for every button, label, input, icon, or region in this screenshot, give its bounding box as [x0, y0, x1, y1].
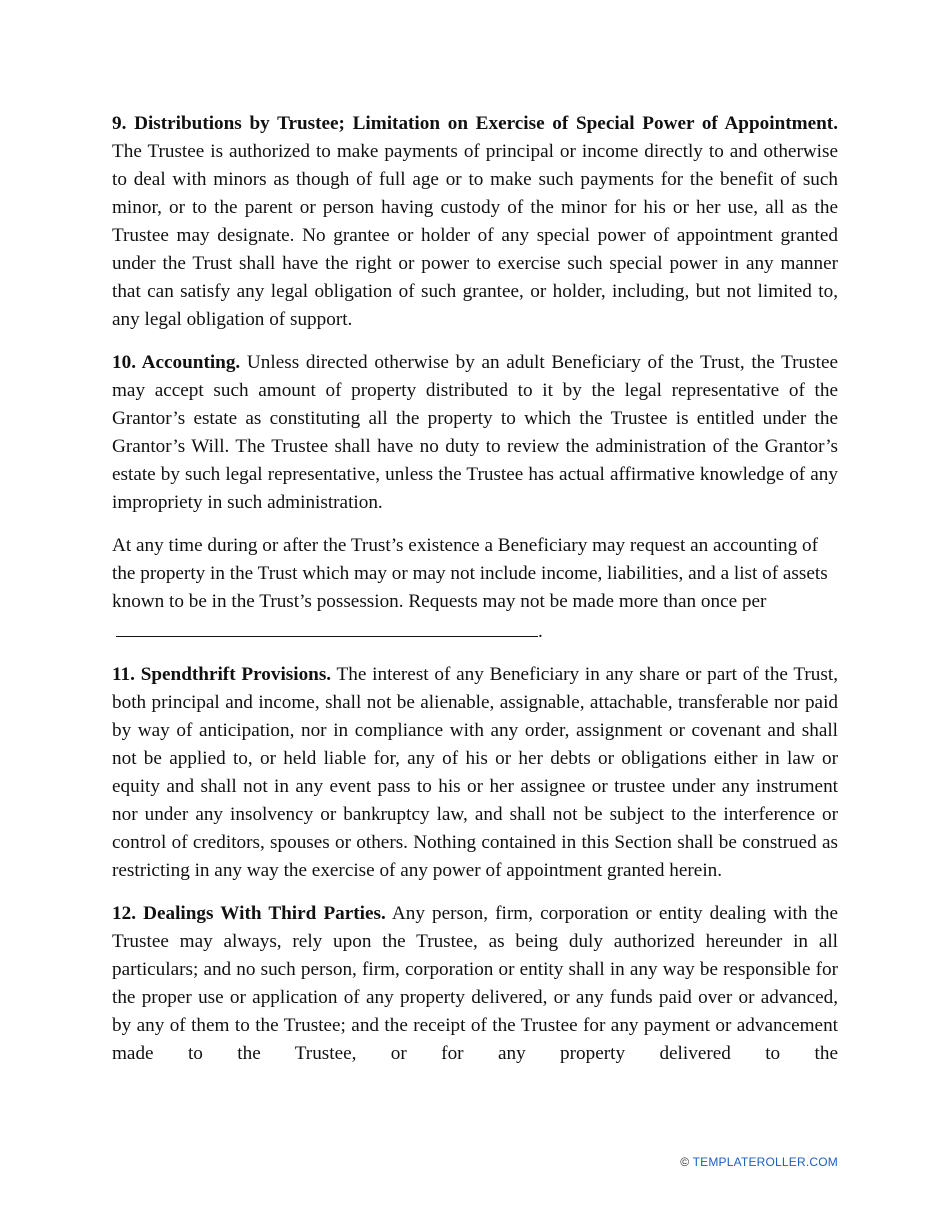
section-11-heading: 11. Spendthrift Provisions. [112, 664, 332, 685]
copyright-symbol: © [680, 1155, 690, 1169]
section-12-heading: 12. Dealings With Third Parties. [112, 903, 386, 924]
section-11-body: The interest of any Beneficiary in any share or part of the Trust, both principal and income, shall not be alienable, assignable, attachable, transferable nor paid by way of anticipation, nor in compliance with any order, assignment or covenant and shall not be applied to, or held liable for, any of his or her debts or obligations either in law or equity and shall not in any event pass to his or her assignee or trustee under any instrument nor under any insolvency or bankruptcy law, and shall not be subject to the interference or control of creditors, spouses or others. Nothing contained in this Section shall be construed as restricting in any way the exercise of any power of appointment granted herein. [112, 664, 838, 881]
section-12-body: Any person, firm, corporation or entity dealing with the Trustee may always, rely upon the Trustee, as being duly authorized hereunder in all particulars; and no such person, firm, corporation or entity shall in any way be responsible for the proper use or application of any property delivered, or any funds paid over or advanced, by any of them to the Trustee; and the receipt of the Trustee for any payment or advancement made to the Trustee, or for any property delivered to the [112, 903, 838, 1064]
footer-credit [680, 1155, 838, 1169]
section-10 [112, 349, 838, 517]
accounting-frequency-blank[interactable] [116, 616, 538, 637]
section-9 [112, 110, 838, 334]
footer-site-link[interactable]: TEMPLATEROLLER.COM [692, 1155, 838, 1169]
section-10-heading: 10. Accounting. [112, 352, 241, 373]
document-page [112, 110, 838, 1083]
accounting-request-end: . [538, 621, 543, 642]
section-9-heading: 9. Distributions by Trustee; Limitation on Exercise of Special Power of Appointment. [112, 113, 838, 134]
section-9-body: The Trustee is authorized to make payments of principal or income directly to and otherwise to deal with minors as though of full age or to make such payments for the benefit of such minor, or to the parent or person having custody of the minor for his or her use, all as the Trustee may designate. No grantee or holder of any special power of appointment granted under the Trust shall have the right or power to exercise such special power in any manner that can satisfy any legal obligation of such grantee, or holder, including, but not limited to, any legal obligation of support. [112, 141, 838, 330]
accounting-request-text: At any time during or after the Trust’s existence a Beneficiary may request an accounting of the property in the Trust which may or may not include income, liabilities, and a list of assets known to be in the Trust’s possession. Requests may not be made more than once per [112, 535, 828, 612]
section-12 [112, 900, 838, 1068]
section-10-body: Unless directed otherwise by an adult Beneficiary of the Trust, the Trustee may accept such amount of property distributed to it by the legal representative of the Grantor’s estate as constituting all the property to which the Trustee is entitled under the Grantor’s Will. The Trustee shall have no duty to review the administration of the Grantor’s estate by such legal representative, unless the Trustee has actual affirmative knowledge of any impropriety in such administration. [112, 352, 838, 513]
section-11 [112, 661, 838, 885]
section-10-accounting-request [112, 532, 838, 646]
